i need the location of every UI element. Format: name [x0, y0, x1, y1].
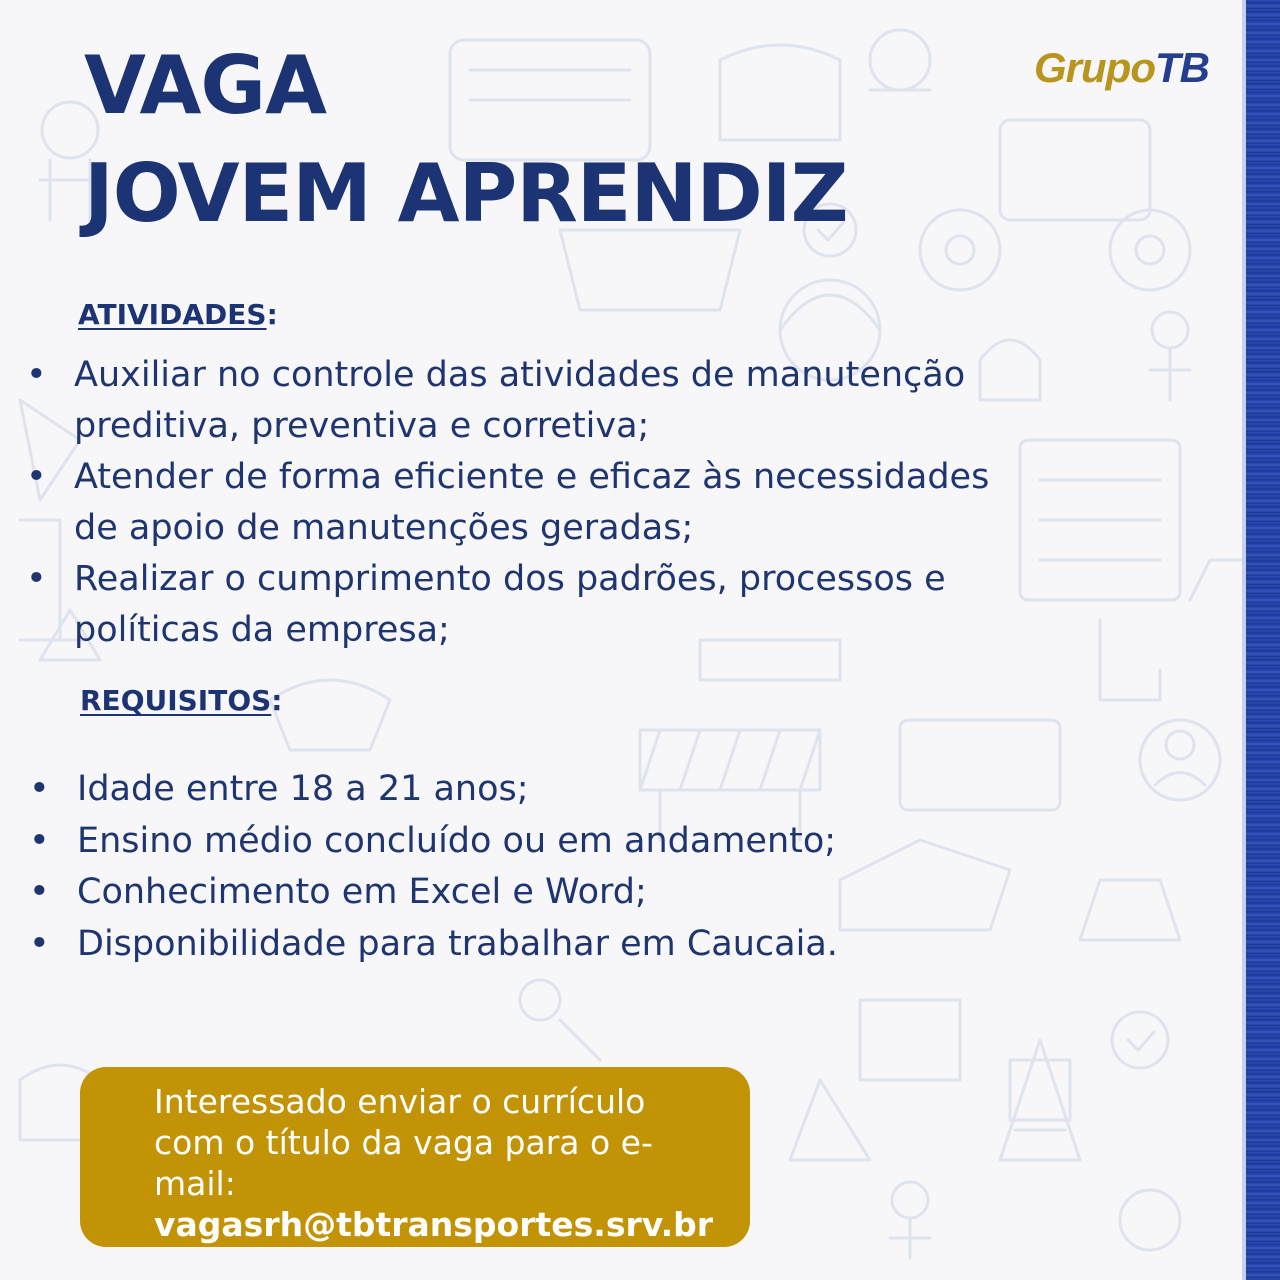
- list-item: • Ensino médio concluído ou em andamento;: [77, 816, 977, 868]
- apply-instructions: Interessado enviar o currículo com o título da vaga para o e-mail:: [154, 1082, 653, 1203]
- bullet-icon: •: [29, 923, 50, 964]
- title-line-1: VAGA: [84, 39, 326, 132]
- decorative-side-stripe: [1246, 0, 1280, 1280]
- contact-email[interactable]: vagasrh@tbtransportes.srv.br: [154, 1205, 714, 1244]
- list-item: • Conhecimento em Excel e Word;: [77, 867, 977, 919]
- bullet-icon: •: [26, 457, 47, 497]
- list-item: • Idade entre 18 a 21 anos;: [77, 764, 977, 816]
- bullet-icon: •: [26, 355, 47, 395]
- bullet-icon: •: [26, 559, 47, 599]
- apply-callout-box: [80, 1067, 750, 1247]
- list-item: • Realizar o cumprimento dos padrões, processos e políticas da empresa;: [74, 554, 994, 656]
- requirements-heading: REQUISITOS:: [80, 684, 283, 717]
- company-logo: GrupoTB: [1034, 44, 1209, 91]
- bullet-icon: •: [29, 820, 50, 861]
- bullet-icon: •: [29, 872, 50, 912]
- bullet-icon: •: [29, 769, 50, 809]
- activities-heading: ATIVIDADES:: [78, 298, 278, 331]
- title-line-2: JOVEM APRENDIZ: [84, 147, 848, 240]
- list-item: • Auxiliar no controle das atividades de manutenção preditiva, preventiva e corretiva;: [74, 350, 994, 452]
- list-item: • Disponibilidade para trabalhar em Caucaia.: [77, 919, 977, 971]
- activities-list: [26, 350, 994, 656]
- page-title: [84, 32, 848, 248]
- requirements-list: [29, 764, 977, 970]
- list-item: • Atender de forma eficiente e eficaz às necessidades de apoio de manutenções geradas;: [74, 452, 994, 554]
